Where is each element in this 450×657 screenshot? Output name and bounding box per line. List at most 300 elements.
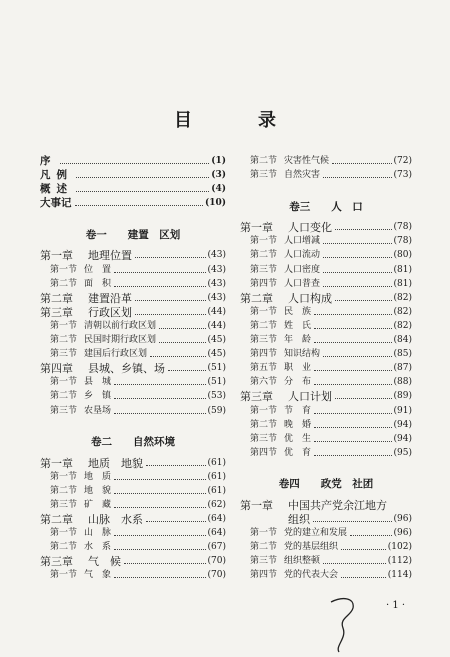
entry-number: 第二节 bbox=[250, 250, 278, 261]
toc-section-entry bbox=[40, 498, 226, 512]
entry-title: 姓 氏 bbox=[284, 320, 312, 331]
toc-section-entry bbox=[40, 375, 226, 389]
entry-label bbox=[40, 362, 165, 375]
entry-title: 人口密度 bbox=[284, 264, 321, 275]
leader-dots bbox=[114, 493, 206, 494]
entry-title: 人口流动 bbox=[284, 250, 321, 261]
entry-page-number: (4) bbox=[211, 184, 226, 195]
toc-section-entry bbox=[240, 446, 412, 460]
entry-page-number: (44) bbox=[207, 306, 226, 317]
entry-label bbox=[250, 348, 320, 361]
entry-number: 第一节 bbox=[50, 264, 78, 275]
entry-page-number: (62) bbox=[207, 499, 226, 510]
toc-section-entry bbox=[40, 347, 226, 361]
toc-section-entry bbox=[240, 319, 412, 333]
leader-dots bbox=[124, 563, 206, 564]
toc-chapter-entry bbox=[240, 498, 412, 512]
entry-label bbox=[250, 249, 320, 262]
leader-dots bbox=[335, 300, 392, 301]
entry-label bbox=[250, 235, 320, 248]
leader-dots bbox=[76, 191, 209, 192]
toc-section-entry bbox=[240, 403, 412, 417]
entry-label bbox=[40, 169, 73, 182]
leader-dots bbox=[314, 342, 392, 343]
entry-number: 第三节 bbox=[50, 349, 78, 360]
entry-number: 第一节 bbox=[250, 405, 278, 416]
entry-label bbox=[250, 419, 311, 432]
toc-section-entry bbox=[240, 154, 412, 168]
entry-label bbox=[50, 527, 111, 540]
entry-page-number: (94) bbox=[393, 419, 412, 430]
entry-title: 年 龄 bbox=[284, 335, 312, 346]
entry-label bbox=[240, 499, 387, 512]
entry-label bbox=[50, 376, 111, 389]
entry-title: 凡例 bbox=[40, 169, 73, 182]
entry-label bbox=[50, 278, 111, 291]
entry-page-number: (73) bbox=[393, 170, 412, 181]
entry-title: 党的建立和发展 bbox=[284, 527, 348, 538]
leader-dots bbox=[314, 328, 392, 329]
entry-number: 第六节 bbox=[250, 377, 278, 388]
entry-page-number: (88) bbox=[393, 377, 412, 388]
toc-chapter-entry bbox=[40, 305, 226, 319]
entry-title: 水 系 bbox=[84, 542, 112, 553]
entry-label bbox=[250, 169, 320, 182]
entry-number: 第三章 bbox=[40, 555, 73, 569]
entry-number: 第一节 bbox=[250, 306, 278, 317]
leader-dots bbox=[114, 577, 206, 578]
toc-chapter-entry bbox=[40, 456, 226, 470]
entry-number: 第一节 bbox=[50, 377, 78, 388]
entry-title: 民 族 bbox=[284, 306, 312, 317]
entry-title: 概述 bbox=[40, 183, 73, 196]
entry-page-number: (81) bbox=[393, 278, 412, 289]
leader-dots bbox=[76, 177, 209, 178]
toc-section-entry bbox=[240, 432, 412, 446]
entry-page-number: (91) bbox=[393, 405, 412, 416]
toc-section-entry bbox=[40, 333, 226, 347]
toc-section-entry bbox=[240, 248, 412, 262]
entry-label bbox=[250, 541, 338, 554]
entry-number: 第一章 bbox=[40, 249, 73, 263]
entry-number: 第二章 bbox=[240, 291, 273, 305]
entry-number: 第二节 bbox=[250, 542, 278, 553]
entry-page-number: (70) bbox=[207, 570, 226, 581]
toc-chapter-entry bbox=[40, 291, 226, 305]
entry-label bbox=[250, 555, 320, 568]
entry-page-number: (3) bbox=[211, 170, 226, 181]
leader-dots bbox=[314, 441, 392, 442]
entry-title: 序 bbox=[40, 155, 57, 168]
entry-number: 第一节 bbox=[250, 236, 278, 247]
entry-label bbox=[40, 249, 132, 262]
toc-section-entry bbox=[40, 389, 226, 403]
volume-heading: 卷一 建置 区划 bbox=[85, 228, 181, 241]
entry-title: 民国时期行政区划 bbox=[84, 335, 157, 346]
entry-number: 第一节 bbox=[50, 471, 78, 482]
entry-number: 第三节 bbox=[250, 335, 278, 346]
entry-page-number: (84) bbox=[393, 335, 412, 346]
leader-dots bbox=[323, 563, 386, 564]
toc-section-entry bbox=[240, 361, 412, 375]
entry-title: 节 育 bbox=[284, 405, 312, 416]
leader-dots bbox=[341, 549, 386, 550]
toc-chapter-entry bbox=[240, 220, 412, 234]
entry-number: 第三节 bbox=[250, 433, 278, 444]
entry-title: 建国后行政区划 bbox=[84, 349, 148, 360]
entry-number: 第一节 bbox=[50, 570, 78, 581]
toc-right-column bbox=[240, 154, 412, 582]
entry-title: 知识结构 bbox=[284, 349, 321, 360]
entry-label bbox=[40, 555, 121, 568]
toc-chapter-entry bbox=[40, 361, 226, 375]
entry-number: 第二节 bbox=[250, 320, 278, 331]
entry-title: 地 貌 bbox=[84, 485, 112, 496]
entry-title: 位 置 bbox=[84, 264, 112, 275]
handwritten-mark bbox=[325, 594, 365, 654]
entry-page-number: (61) bbox=[207, 457, 226, 468]
entry-title: 清朝以前行政区划 bbox=[84, 320, 157, 331]
entry-number: 第三节 bbox=[250, 264, 278, 275]
leader-dots bbox=[114, 398, 206, 399]
entry-page-number: (102) bbox=[387, 542, 412, 553]
entry-label bbox=[40, 183, 73, 196]
entry-title: 人口构成 bbox=[288, 291, 332, 305]
leader-dots bbox=[323, 257, 392, 258]
toc-section-entry bbox=[40, 470, 226, 484]
entry-title: 灾害性气候 bbox=[284, 156, 330, 167]
entry-page-number: (61) bbox=[207, 485, 226, 496]
toc-section-entry bbox=[240, 347, 412, 361]
toc-section-entry bbox=[40, 568, 226, 582]
entry-page-number: (44) bbox=[207, 320, 226, 331]
entry-page-number: (82) bbox=[393, 320, 412, 331]
entry-label bbox=[50, 541, 111, 554]
entry-label bbox=[250, 334, 311, 347]
leader-dots bbox=[114, 272, 206, 273]
toc-section-entry bbox=[40, 484, 226, 498]
toc-front-entry bbox=[40, 168, 226, 182]
entry-title: 山脉 水系 bbox=[88, 512, 143, 526]
leader-dots bbox=[323, 243, 392, 244]
entry-label bbox=[50, 485, 111, 498]
entry-page-number: (70) bbox=[207, 556, 226, 567]
entry-title: 行政区划 bbox=[88, 305, 132, 319]
toc-section-entry bbox=[40, 319, 226, 333]
entry-label bbox=[250, 264, 320, 277]
toc-front-entry bbox=[40, 196, 226, 210]
entry-number: 第三章 bbox=[40, 305, 73, 319]
entry-page-number: (80) bbox=[393, 250, 412, 261]
leader-dots bbox=[314, 384, 392, 385]
entry-label bbox=[50, 264, 111, 277]
entry-title: 大事记 bbox=[40, 197, 72, 210]
toc-chapter-entry bbox=[240, 389, 412, 403]
entry-title: 地质 地貌 bbox=[88, 456, 143, 470]
entry-number: 第二节 bbox=[50, 485, 78, 496]
entry-page-number: (95) bbox=[393, 447, 412, 458]
entry-title: 县 城 bbox=[84, 377, 112, 388]
leader-dots bbox=[159, 328, 206, 329]
volume-heading: 卷四 政党 社团 bbox=[278, 478, 374, 491]
leader-dots bbox=[313, 521, 392, 522]
entry-page-number: (43) bbox=[207, 264, 226, 275]
entry-page-number: (114) bbox=[387, 570, 412, 581]
entry-page-number: (96) bbox=[393, 527, 412, 538]
leader-dots bbox=[350, 535, 392, 536]
toc-section-entry bbox=[240, 540, 412, 554]
entry-title: 县城、乡镇、场 bbox=[88, 362, 165, 376]
entry-label bbox=[250, 447, 311, 460]
entry-title: 职 业 bbox=[284, 363, 312, 374]
entry-title: 山 脉 bbox=[84, 528, 112, 539]
toc-front-entry bbox=[40, 154, 226, 168]
entry-page-number: (78) bbox=[393, 236, 412, 247]
toc-section-entry bbox=[240, 262, 412, 276]
leader-dots bbox=[135, 314, 206, 315]
toc-chapter-entry bbox=[240, 291, 412, 305]
entry-number: 第二节 bbox=[250, 156, 278, 167]
volume-heading: 卷三 人 口 bbox=[289, 200, 363, 213]
toc-section-entry bbox=[40, 277, 226, 291]
leader-dots bbox=[314, 314, 392, 315]
entry-page-number: (45) bbox=[207, 349, 226, 360]
leader-dots bbox=[341, 577, 386, 578]
entry-page-number: (96) bbox=[393, 513, 412, 524]
entry-label bbox=[40, 306, 132, 319]
entry-label bbox=[250, 527, 347, 540]
entry-number: 第四章 bbox=[40, 362, 73, 376]
entry-number: 第四节 bbox=[250, 447, 278, 458]
toc-chapter-entry bbox=[40, 512, 226, 526]
toc-section-entry bbox=[240, 554, 412, 568]
entry-page-number: (87) bbox=[393, 363, 412, 374]
leader-dots bbox=[314, 370, 392, 371]
entry-label bbox=[40, 457, 143, 470]
entry-page-number: (51) bbox=[207, 377, 226, 388]
entry-page-number: (43) bbox=[207, 292, 226, 303]
entry-number: 第三节 bbox=[50, 499, 78, 510]
entry-label bbox=[50, 405, 111, 418]
entry-label bbox=[50, 390, 111, 403]
entry-page-number: (64) bbox=[207, 513, 226, 524]
toc-section-entry bbox=[240, 333, 412, 347]
entry-number: 第五节 bbox=[250, 363, 278, 374]
entry-page-number: (43) bbox=[207, 278, 226, 289]
entry-number: 第三章 bbox=[240, 390, 273, 404]
entry-title: 气 象 bbox=[84, 570, 112, 581]
entry-title: 中国共产党余江地方 bbox=[288, 498, 387, 512]
entry-title: 人口计划 bbox=[288, 390, 332, 404]
leader-dots bbox=[114, 535, 206, 536]
entry-number: 第三节 bbox=[250, 556, 278, 567]
entry-page-number: (53) bbox=[207, 391, 226, 402]
entry-label bbox=[50, 499, 111, 512]
entry-number: 第三节 bbox=[50, 405, 78, 416]
entry-title: 地 质 bbox=[84, 471, 112, 482]
entry-label bbox=[50, 569, 111, 582]
leader-dots bbox=[335, 398, 392, 399]
entry-page-number: (43) bbox=[207, 250, 226, 261]
toc-chapter-entry bbox=[240, 512, 412, 526]
entry-title: 组织整顿 bbox=[284, 556, 321, 567]
entry-title: 农垦场 bbox=[84, 405, 112, 416]
entry-label bbox=[250, 405, 311, 418]
entry-label bbox=[50, 348, 147, 361]
entry-title: 建置沿革 bbox=[88, 291, 132, 305]
entry-label bbox=[40, 155, 57, 168]
entry-number: 第四节 bbox=[250, 349, 278, 360]
toc-section-entry bbox=[240, 305, 412, 319]
entry-page-number: (72) bbox=[393, 156, 412, 167]
toc-section-entry bbox=[240, 277, 412, 291]
leader-dots bbox=[314, 427, 392, 428]
entry-label bbox=[250, 569, 338, 582]
entry-page-number: (94) bbox=[393, 433, 412, 444]
entry-number: 第二节 bbox=[50, 335, 78, 346]
leader-dots bbox=[146, 465, 206, 466]
toc-chapter-entry bbox=[40, 248, 226, 262]
entry-page-number: (112) bbox=[387, 556, 412, 567]
toc-section-entry bbox=[240, 168, 412, 182]
entry-title: 气 候 bbox=[88, 555, 121, 569]
entry-number: 第二节 bbox=[50, 278, 78, 289]
spacer bbox=[40, 210, 226, 220]
entry-page-number: (67) bbox=[207, 542, 226, 553]
entry-title: 组织 bbox=[288, 512, 310, 526]
entry-title: 党的基层组织 bbox=[284, 542, 339, 553]
entry-label bbox=[50, 320, 156, 333]
leader-dots bbox=[114, 549, 206, 550]
entry-label bbox=[40, 292, 132, 305]
entry-label bbox=[240, 292, 332, 305]
toc-left-column bbox=[40, 154, 226, 582]
leader-dots bbox=[114, 507, 206, 508]
entry-label bbox=[288, 513, 310, 526]
toc-section-entry bbox=[40, 526, 226, 540]
leader-dots bbox=[114, 413, 206, 414]
leader-dots bbox=[159, 342, 206, 343]
entry-page-number: (1) bbox=[211, 156, 226, 167]
entry-title: 人口变化 bbox=[288, 221, 332, 235]
page-number: · 1 · bbox=[386, 600, 406, 611]
entry-number: 第二章 bbox=[40, 512, 73, 526]
entry-page-number: (85) bbox=[393, 349, 412, 360]
toc-front-entry bbox=[40, 182, 226, 196]
entry-label bbox=[240, 221, 332, 234]
toc-section-entry bbox=[40, 403, 226, 417]
leader-dots bbox=[332, 163, 392, 164]
leader-dots bbox=[323, 177, 392, 178]
leader-dots bbox=[135, 300, 206, 301]
leader-dots bbox=[146, 521, 206, 522]
entry-number: 第二节 bbox=[250, 419, 278, 430]
spacer bbox=[40, 418, 226, 428]
entry-label bbox=[250, 320, 311, 333]
entry-title: 分 布 bbox=[284, 377, 312, 388]
entry-title: 人口普查 bbox=[284, 278, 321, 289]
entry-label bbox=[250, 306, 311, 319]
entry-number: 第二章 bbox=[40, 291, 73, 305]
leader-dots bbox=[75, 205, 203, 206]
spacer bbox=[240, 460, 412, 470]
leader-dots bbox=[114, 479, 206, 480]
leader-dots bbox=[114, 286, 206, 287]
entry-page-number: (64) bbox=[207, 528, 226, 539]
entry-title: 党的代表大会 bbox=[284, 570, 339, 581]
entry-page-number: (59) bbox=[207, 405, 226, 416]
entry-number: 第一章 bbox=[240, 498, 273, 512]
entry-label bbox=[250, 362, 311, 375]
entry-page-number: (51) bbox=[207, 363, 226, 374]
volume-heading: 卷二 自然环境 bbox=[91, 436, 175, 448]
entry-title: 优 育 bbox=[284, 447, 312, 458]
entry-label bbox=[50, 334, 156, 347]
entry-page-number: (89) bbox=[393, 391, 412, 402]
leader-dots bbox=[314, 455, 392, 456]
entry-page-number: (82) bbox=[393, 292, 412, 303]
entry-title: 自然灾害 bbox=[284, 170, 321, 181]
entry-number: 第一节 bbox=[50, 320, 78, 331]
entry-page-number: (82) bbox=[393, 306, 412, 317]
entry-number: 第一章 bbox=[40, 456, 73, 470]
entry-title: 地理位置 bbox=[88, 249, 132, 263]
toc-chapter-entry bbox=[40, 554, 226, 568]
toc-section-entry bbox=[40, 262, 226, 276]
leader-dots bbox=[323, 286, 392, 287]
entry-title: 矿 藏 bbox=[84, 499, 112, 510]
leader-dots bbox=[135, 257, 206, 258]
toc-section-entry bbox=[240, 526, 412, 540]
entry-page-number: (10) bbox=[204, 198, 226, 209]
toc-section-entry bbox=[240, 568, 412, 582]
leader-dots bbox=[314, 413, 392, 414]
entry-label bbox=[50, 471, 111, 484]
leader-dots bbox=[114, 384, 206, 385]
entry-number: 第三节 bbox=[250, 170, 278, 181]
entry-number: 第二节 bbox=[50, 542, 78, 553]
entry-label bbox=[250, 155, 329, 168]
toc-section-entry bbox=[240, 418, 412, 432]
entry-number: 第四节 bbox=[250, 278, 278, 289]
leader-dots bbox=[323, 272, 392, 273]
entry-number: 第一节 bbox=[250, 527, 278, 538]
entry-number: 第一节 bbox=[50, 528, 78, 539]
leader-dots bbox=[168, 370, 206, 371]
entry-title: 人口增减 bbox=[284, 236, 321, 247]
entry-page-number: (61) bbox=[207, 471, 226, 482]
entry-label bbox=[40, 197, 72, 210]
entry-label bbox=[250, 278, 320, 291]
entry-page-number: (81) bbox=[393, 264, 412, 275]
entry-number: 第四节 bbox=[250, 570, 278, 581]
entry-label bbox=[250, 376, 311, 389]
entry-label bbox=[40, 513, 143, 526]
entry-title: 晚 婚 bbox=[284, 419, 312, 430]
entry-title: 面 积 bbox=[84, 278, 112, 289]
entry-page-number: (78) bbox=[393, 222, 412, 233]
page-title: 目 录 bbox=[174, 110, 300, 131]
entry-number: 第一章 bbox=[240, 221, 273, 235]
entry-page-number: (45) bbox=[207, 335, 226, 346]
leader-dots bbox=[150, 356, 206, 357]
toc-section-entry bbox=[40, 540, 226, 554]
toc-section-entry bbox=[240, 234, 412, 248]
spacer bbox=[240, 182, 412, 192]
entry-title: 乡 镇 bbox=[84, 391, 112, 402]
entry-label bbox=[250, 433, 311, 446]
entry-title: 优 生 bbox=[284, 433, 312, 444]
